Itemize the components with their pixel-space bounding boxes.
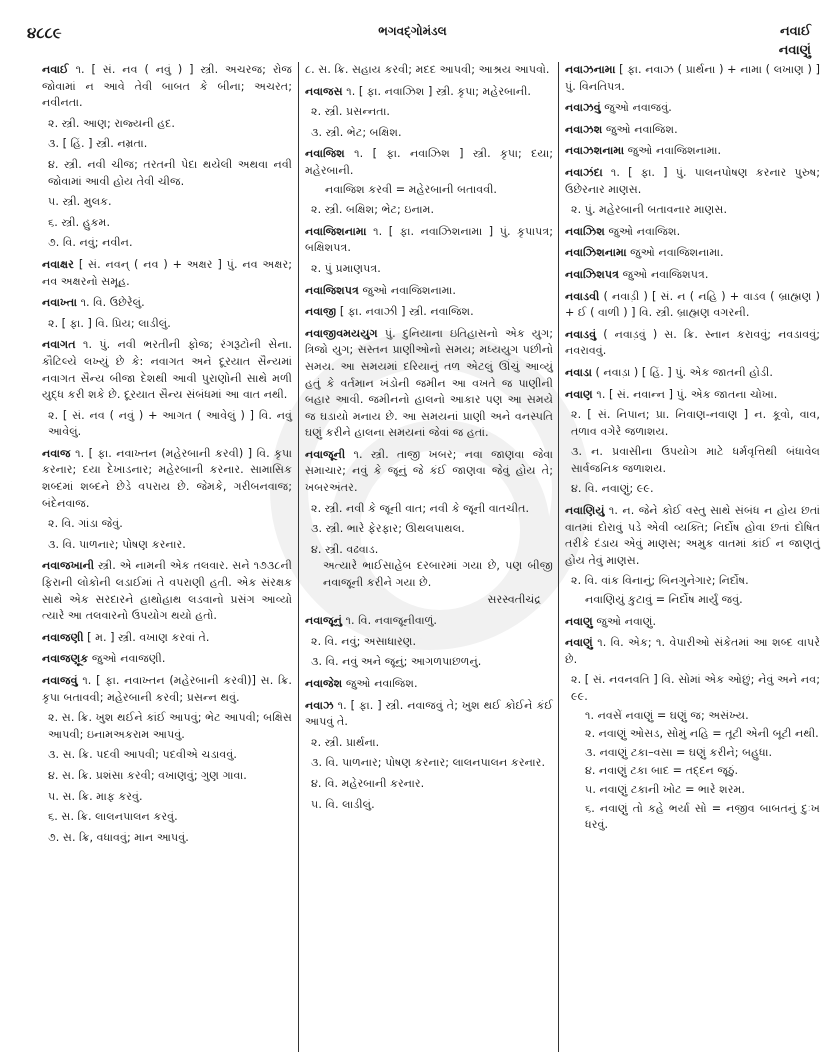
entry-sense: ૭. વિ. નવું; નવીન. [48, 236, 133, 250]
entry-sense: ૪. સ્ત્રી. વઢવાડ. [311, 542, 379, 556]
entry-idiom: ૪. નવાણું ટકા બાદ = તદ્દન જૂઠું. [585, 764, 739, 778]
dictionary-entry [565, 224, 820, 241]
entry-idiom: ૩. નવાણું ટકા–વસા = ઘણું કરીને; બહુધા. [585, 745, 773, 759]
dictionary-entry [42, 446, 292, 554]
entry-sense: ૩. સ્ત્રી. ભેટ; બક્ષિશ. [311, 125, 402, 139]
entry-headword: નવાઈ [42, 63, 69, 76]
dictionary-columns [0, 62, 825, 1052]
column-middle [298, 62, 553, 1052]
entry-definition: જુઓ નવાજિશનામા. [630, 246, 724, 260]
entry-quote: અત્યારે ભાઈસાહેબ દરબારમાં ગયા છે, પણ બીજી નવાજૂની કરીને ગયા છે. [323, 559, 553, 590]
entry-definition: જુઓ નવાજણી. [91, 652, 166, 666]
entry-sense: ૭. સ. ક્રિ, વધાવવું; માન આપવું. [48, 830, 189, 844]
entry-sense: ૩. સ. ક્રિ. પદવી આપવી; પદવીએ ચડાવવું. [48, 748, 237, 762]
entry-headword: નવાઝશનામા [565, 144, 625, 158]
entry-sense: ૨. [ ફા. ] વિ. પ્રિય; લાડીલું. [48, 316, 171, 330]
entry-definition: ( નવાડ઼ી ) [ સં. ન ( નહિ ) + વાડવ ( બ્રાહ્મણ ) + ઈ ( વાળી ) ] વિ. સ્ત્રી. બ્રાહ્મણ વગરની. [565, 289, 820, 320]
dictionary-entry [565, 100, 820, 117]
entry-definition: ૧. [ ફા. ] સ્ત્રી. નવાજવું તે; ખુશ થઈ કોઈને કંઈ આપવું તે. [305, 698, 553, 729]
dictionary-entry [565, 267, 820, 284]
entry-sense: ૨. સ્ત્રી. નવી કે જૂની વાત; નવી કે જૂની વાતચીત. [311, 501, 530, 515]
dictionary-entry [565, 62, 820, 95]
entry-definition: જુઓ નવાજિશ. [345, 677, 418, 690]
dictionary-entry [305, 84, 553, 142]
entry-definition: ૧. ન. જેને કોઈ વસ્તુ સાથે સંબંધ ન હોય છતાં વાતમાં દોરાવું પડે એવી વ્યક્તિ; નિર્દોષ હોવા છતાં દોષિત તરીકે દંડાય એવું માણસ; અમુક વાતમાં કાંઈ ન જાણતું હોય તેવું માણસ. [565, 504, 820, 567]
dictionary-entry [565, 614, 820, 631]
entry-definition: ( નવાડ઼વું ) સ. ક્રિ. સ્નાન કરાવવું; નવડાવવું; નવરાવવું. [565, 327, 820, 358]
dictionary-entry [565, 245, 820, 262]
entry-idiom: ૧. નવસેં નવાણું = ઘણું જ; અસંખ્ય. [585, 708, 749, 722]
entry-definition: ૧. વિ. ઉછેરેલું. [80, 296, 145, 310]
entry-headword: નવાજણી [42, 630, 84, 644]
entry-definition: [ ફા. નવાઝી ] સ્ત્રી. નવાજિશ. [339, 305, 474, 319]
entry-definition: જુઓ નવાજિશપત્ર. [622, 267, 709, 281]
entry-headword: નવાજૂનું [305, 614, 342, 628]
entry-definition: ૧. વિ. એક; ૧. વેપારીઓ સંકેતમાં આ શબ્દ વાપરે છે. [565, 636, 820, 666]
entry-headword: નવાજેશ [305, 677, 343, 690]
entry-sense: ૩. [ હિં. ] સ્ત્રી. નમ્રતા. [48, 137, 148, 151]
entry-headword: નવાડવી [565, 289, 600, 303]
entry-headword: નવાગત [42, 338, 76, 352]
entry-sense: ૨. [ સં. નવ ( નવું ) + આગત ( આવેલું ) ] વિ. નવું આવેલું. [48, 408, 292, 439]
dictionary-entry [565, 635, 820, 834]
dictionary-entry [565, 327, 820, 360]
entry-definition: જુઓ નવાણું. [596, 614, 657, 628]
entry-headword: નવાઝિશ [565, 224, 605, 238]
entry-definition: ૧. [ ફા. નવાખ્તન (મહેરબાની કરવી)] સ. ક્રિ. કૃપા બતાવવી; મહેરબાની કરવી; પ્રસન્ન થવું. [42, 674, 292, 704]
entry-sense: ૨. વિ. ગાંડા જેવું. [48, 517, 123, 531]
entry-definition: જુઓ નવાજવું. [604, 101, 672, 115]
entry-definition: જુઓ નવાજિશ. [608, 224, 681, 238]
entry-sense: ૩. સ્ત્રી. ભારે ફેરફાર; ઊથલપાથલ. [311, 522, 465, 536]
column-left [42, 62, 292, 1052]
entry-definition: ૧. [ સં. નવ ( નવું ) ] સ્ત્રી. અચરજ; રોજ જોવામાં ન આવે તેવી બાબત કે બીના; અચરત; નવીનતા. [42, 63, 292, 110]
dictionary-entry [305, 283, 553, 300]
entry-headword: નવાજી [305, 305, 337, 319]
dictionary-entry [565, 503, 820, 609]
entry-definition: જુઓ નવાજિશનામા. [362, 283, 456, 297]
entry-headword: નવાજસ [305, 84, 343, 98]
entry-sense: ૨. સ્ત્રી. બક્ષિશ; ભેટ; ઇનામ. [311, 203, 435, 217]
entry-headword: નવાજખાની [42, 559, 95, 573]
entry-headword: નવાડવું [565, 327, 597, 341]
entry-sense: ૪. વિ. નવાણું; ૯૯. [571, 482, 654, 496]
dictionary-entry [565, 122, 820, 139]
dictionary-entry [42, 62, 292, 252]
entry-sense: ૩. વિ. નવું અને જૂનું; આગળપાછળનું. [311, 655, 482, 669]
entry-definition: ૧. [ ફા. ] પું. પાલનપોષણ કરનાર પુરુષ; ઉછેરનાર માણસ. [565, 165, 821, 196]
entry-definition: પું. દુનિયાના ઇતિહાસનો એક યુગ; ત્રિજો યુગ; સસ્તન પ્રાણીઓનો સમય; મધ્યયુગ પછીનો સમય. આ સમયમાં દરિયાનું તળ એટલું ઊંચું આવ્યું હતું કે વર્તમાન ખંડોની જમીન આ વખતે જ પાણીની બહાર આવી. જમીનનો હાલનો આકાર પણ આ સમયે જ ઘડાયો મનાય છે. આ સમયનાં પ્રાણી અને વનસ્પતિ ઘણું કરીને હાલના સમયનાં જેવાં જ હતાં. [305, 326, 554, 440]
entry-headword: નવાઝશ [565, 122, 603, 136]
entry-headword: નવાઝનામા [565, 63, 616, 76]
quote-source: સરસ્વતીચંદ્ર [487, 592, 541, 606]
entry-headword: નવાખ્તા [42, 296, 77, 310]
dictionary-entry [565, 365, 820, 382]
entry-definition: ૧. સ્ત્રી. તાજી ખબર; નવા જાણવા જેવા સમાચાર; નવું કે જૂનું જે કંઈ જાણવા જેવું હોય તે; ખબરઅંતર. [305, 447, 553, 495]
entry-headword: નવાઝંદા [565, 165, 603, 179]
running-title: ભગવદ્ગોમંડલ [378, 24, 447, 38]
dictionary-entry [305, 62, 553, 79]
entry-headword: નવાજિશનામા [305, 224, 367, 238]
entry-headword: નવાજીવમયયુગ [305, 326, 378, 340]
dictionary-entry [42, 257, 292, 290]
entry-definition: સ્ત્રી. એ નામની એક તલવાર. સને ૧૭૩૮ની ફિરાની લોકોની લડાઈમાં તે વપરાણી હતી. એક સંરક્ષક સાથે એક સરદારને હાથોહાથ લડવાનો પ્રસંગ આવ્યો ત્યારે આ તલવારનો ઉપયોગ થયો હતો. [42, 559, 293, 623]
entry-definition: [ મ. ] સ્ત્રી. વખાણ કરવાં તે. [87, 630, 210, 644]
entry-headword: નવાક્ષર [42, 257, 74, 271]
entry-sense: ૨. વિ. વાંક વિનાનું; બિનગુનેગાર; નિર્દોષ. [571, 574, 749, 588]
column-right [558, 62, 820, 1052]
entry-definition: [ સં. નવન્ ( નવ ) + અક્ષર ] પું. નવ અક્ષર; નવ અક્ષરનો સમૂહ. [42, 257, 293, 288]
entry-headword: નવાણું [565, 636, 593, 650]
guide-word-first: નવાઈ [779, 24, 811, 39]
entry-definition: ૧. [ ફા. નવાખ્તન (મહેરબાની કરવી) ] વિ. કૃપા કરનાર; દયા દેખાડનાર; મહેરબાની કરનાર. સામાસિક શબ્દમાં શબ્દને છેડે વપરાય છે. જેમકે, ગરીબનવાજ; બંદેનવાજ. [42, 446, 292, 510]
dictionary-entry [42, 630, 292, 647]
page-number: ૪૮૮૯ [27, 24, 62, 42]
entry-sense: ૫. સ. ક્રિ. માફ કરવું. [48, 789, 143, 803]
entry-sense: ૨. [ સં. નિપાન; પ્રા. નિવાણ-નવાણ ] ન. કૂવો, વાવ, તળાવ વગેરે જળાશય. [571, 408, 820, 438]
dictionary-entry [42, 651, 292, 668]
dictionary-entry [565, 143, 820, 160]
entry-sense: ૩. વિ. પાળનાર; પોષણ કરનાર; લાલનપાલન કરનાર. [311, 756, 546, 770]
page-header [0, 0, 825, 62]
dictionary-entry [42, 558, 292, 624]
entry-headword: નવાજ [42, 446, 71, 460]
entry-sense: ૫. વિ. લાડીલું. [311, 797, 375, 811]
entry-definition: ૧. [ ફા. નવાઝિશનામા ] પું. કૃપાપત્ર; બક્ષિશપત્ર. [305, 224, 553, 255]
entry-sense: ૨. સ્ત્રી. પ્રાર્થના. [311, 735, 380, 749]
entry-idiom: નવાજિશ કરવી = મહેરબાની બતાવવી. [325, 182, 497, 196]
entry-sense: ૬. સ્ત્રી. હુકમ. [48, 215, 111, 229]
dictionary-entry [42, 295, 292, 332]
entry-sense: ૪. સ. ક્રિ. પ્રશંસા કરવી; વખાણવું; ગુણ ગાવા. [48, 768, 247, 782]
entry-definition: ૧. વિ. નવાજૂનીવાળું. [345, 614, 437, 628]
entry-headword: નવાણુ [565, 614, 593, 628]
dictionary-entry [305, 304, 553, 321]
entry-idiom: ૨. નવાણું ઓસડ, સોમું નહિ = તૂટી એની બૂટી નથી. [585, 727, 819, 741]
entry-headword: નવાજવું [42, 674, 78, 687]
entry-sense: ૪. વિ. મહેરબાની કરનાર. [311, 776, 425, 790]
entry-headword: નવાજિશપત્ર [305, 283, 359, 297]
entry-definition: ૧. [ ફા. નવાઝિશ ] સ્ત્રી. કૃપા; દયા; મહેરબાની. [305, 147, 553, 177]
entry-headword: નવાણ [565, 387, 593, 401]
dictionary-entry [305, 146, 553, 218]
entry-sense: ૩. વિ. પાળનાર; પોષણ કરનાર. [48, 537, 186, 551]
entry-idiom: ૬. નવાણું તો કહે ભર્યા સો = નજીવ બાબતનું દુઃખ ધરવું. [585, 801, 820, 832]
dictionary-entry [42, 337, 292, 441]
dictionary-entry [305, 676, 553, 693]
entry-sense: ૨. [ સં. નવનવતિ ] વિ. સોમાં એક ઓછું; નેવું અને નવ; ૯૯. [571, 673, 820, 703]
entry-definition: જુઓ નવાજિશ. [605, 122, 678, 136]
entry-definition: ( નવાડ઼ા ) [ હિં. ] પું. એક જાતની હોડી. [595, 365, 773, 379]
entry-sense: ૨. વિ. નવું; અસાધારણ. [311, 634, 417, 648]
entry-sense: ૨. સ. ક્રિ. ખુશ થઈને કાંઈ આપવું; ભેટ આપવી; બક્ષિસ આપવી; ઇનામઅકરામ આપવું. [48, 711, 292, 741]
entry-sense: ૨. સ્ત્રી. પ્રસન્નતા. [311, 105, 390, 119]
entry-headword: નવાજણૂક [42, 652, 89, 666]
dictionary-entry [305, 613, 553, 671]
entry-headword: નવાણિયું [565, 504, 605, 518]
dictionary-entry [565, 289, 820, 322]
entry-definition: ૧. પું. નવી ભરતીની ફોજ; રંગરૂટોની સેના. કૌટિલ્યે લખ્યું છે કે: નવાગત અને દૂરયાત સૈન્યમાં નવાગત સૈન્ય બીજા દેશથી આવી પુરાણોની સાથે મળી યુદ્ધ કરી શકે છે. દૂરયાત સૈન્ય સંબંધમાં આ વાત નથી. [42, 338, 292, 402]
entry-headword: નવાઝ [305, 698, 334, 712]
entry-sense: ૪. સ્ત્રી. નવી ચીજ; તરતની પેદા થયેલી અથવા નવી જોવામાં આવી હોય તેવી ચીજ. [48, 157, 292, 188]
entry-sense: ૩. ન. પ્રવાસીના ઉપયોગ માટે ધર્મવૃત્તિથી બંધાવેલ સાર્વજનિક જળાશય. [571, 445, 820, 475]
dictionary-entry [305, 447, 553, 608]
entry-idiom: ૫. નવાણું ટકાની ખોટ = ભારે શરમ. [585, 782, 745, 796]
entry-sense: ૨. સ્ત્રી. આણ; રાજ્યની હદ. [48, 116, 175, 130]
entry-definition: [ ફા. નવાઝ ( પ્રાર્થના ) + નામા ( લખાણ ) ] પું. વિનતિપત્ર. [565, 63, 820, 93]
dictionary-entry [565, 387, 820, 499]
entry-headword: નવાજૂની [305, 447, 346, 461]
entry-definition: ૧. [ ફા. નવાઝિશ ] સ્ત્રી. કૃપા; મહેરબાની. [346, 84, 531, 98]
entry-definition: ૧. [ સં. નવાન્ન ] પું. એક જાતના ચોખા. [596, 387, 778, 401]
entry-sense: ૨. પું. મહેરબાની બતાવનાર માણસ. [571, 203, 728, 217]
dictionary-entry [305, 326, 553, 442]
dictionary-entry [42, 673, 292, 846]
entry-headword: નવાજિશ [305, 147, 345, 161]
guide-words [779, 22, 811, 60]
entry-sense: ૨. પું પ્રમાણપત્ર. [311, 261, 381, 275]
entry-sense: ૬. સ. ક્રિ. લાલનપાલન કરવું. [48, 810, 178, 824]
dictionary-entry [305, 224, 553, 278]
entry-headword: નવાડા [565, 365, 592, 379]
entry-headword: નવાઝિશનામા [565, 246, 627, 260]
dictionary-entry [565, 165, 820, 219]
entry-headword: નવાઝવું [565, 101, 601, 115]
dictionary-entry [305, 698, 553, 814]
entry-definition: જુઓ નવાજિશનામા. [627, 144, 722, 158]
entry-definition: ૮. સ. ક્રિ. સહાય કરવી; મદદ આપવી; આશ્રય આપવો. [305, 63, 550, 76]
entry-headword: નવાઝિશપત્ર [565, 267, 620, 281]
entry-idiom: નવાણિયું કુટાવું = નિર્દોષ માર્યું જવું. [585, 593, 743, 607]
guide-word-last: નવાણું [778, 43, 811, 58]
entry-sense: ૫. સ્ત્રી. મુલક. [48, 195, 112, 209]
